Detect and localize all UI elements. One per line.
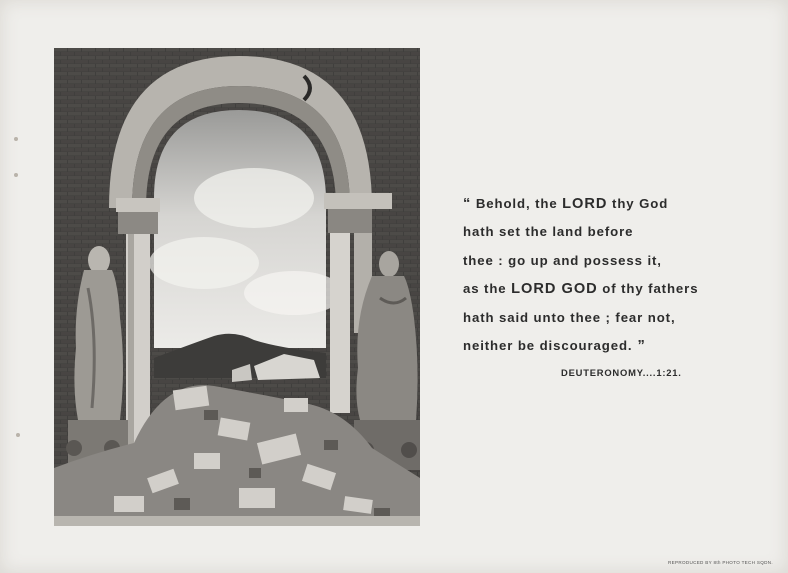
scripture-quote xyxy=(463,190,763,360)
binding-hole xyxy=(14,137,18,141)
binding-hole xyxy=(16,433,20,437)
quote-line-4: as the LORD GOD of thy fathers xyxy=(463,281,699,298)
ruined-church-arch-photo xyxy=(54,48,420,526)
lord-god-emphasis: LORD GOD xyxy=(511,281,598,298)
close-quote-mark: ” xyxy=(632,337,646,354)
photo-credit: REPRODUCED BY 8th PHOTO TECH SQDN. xyxy=(668,560,773,565)
quote-line-5: hath said unto thee ; fear not, xyxy=(463,309,676,325)
quote-line-6: neither be discouraged. ” xyxy=(463,337,646,354)
quote-line-3: thee : go up and possess it, xyxy=(463,252,662,268)
quote-line-2: hath set the land before xyxy=(463,224,634,240)
photo-illustration xyxy=(54,48,420,526)
quote-line-1: “ Behold, the LORD thy God xyxy=(463,196,669,212)
open-quote-mark: “ xyxy=(463,196,472,212)
scripture-reference: DEUTERONOMY....1:21. xyxy=(561,367,682,378)
binding-hole xyxy=(14,173,18,177)
lord-emphasis: LORD xyxy=(562,196,608,212)
